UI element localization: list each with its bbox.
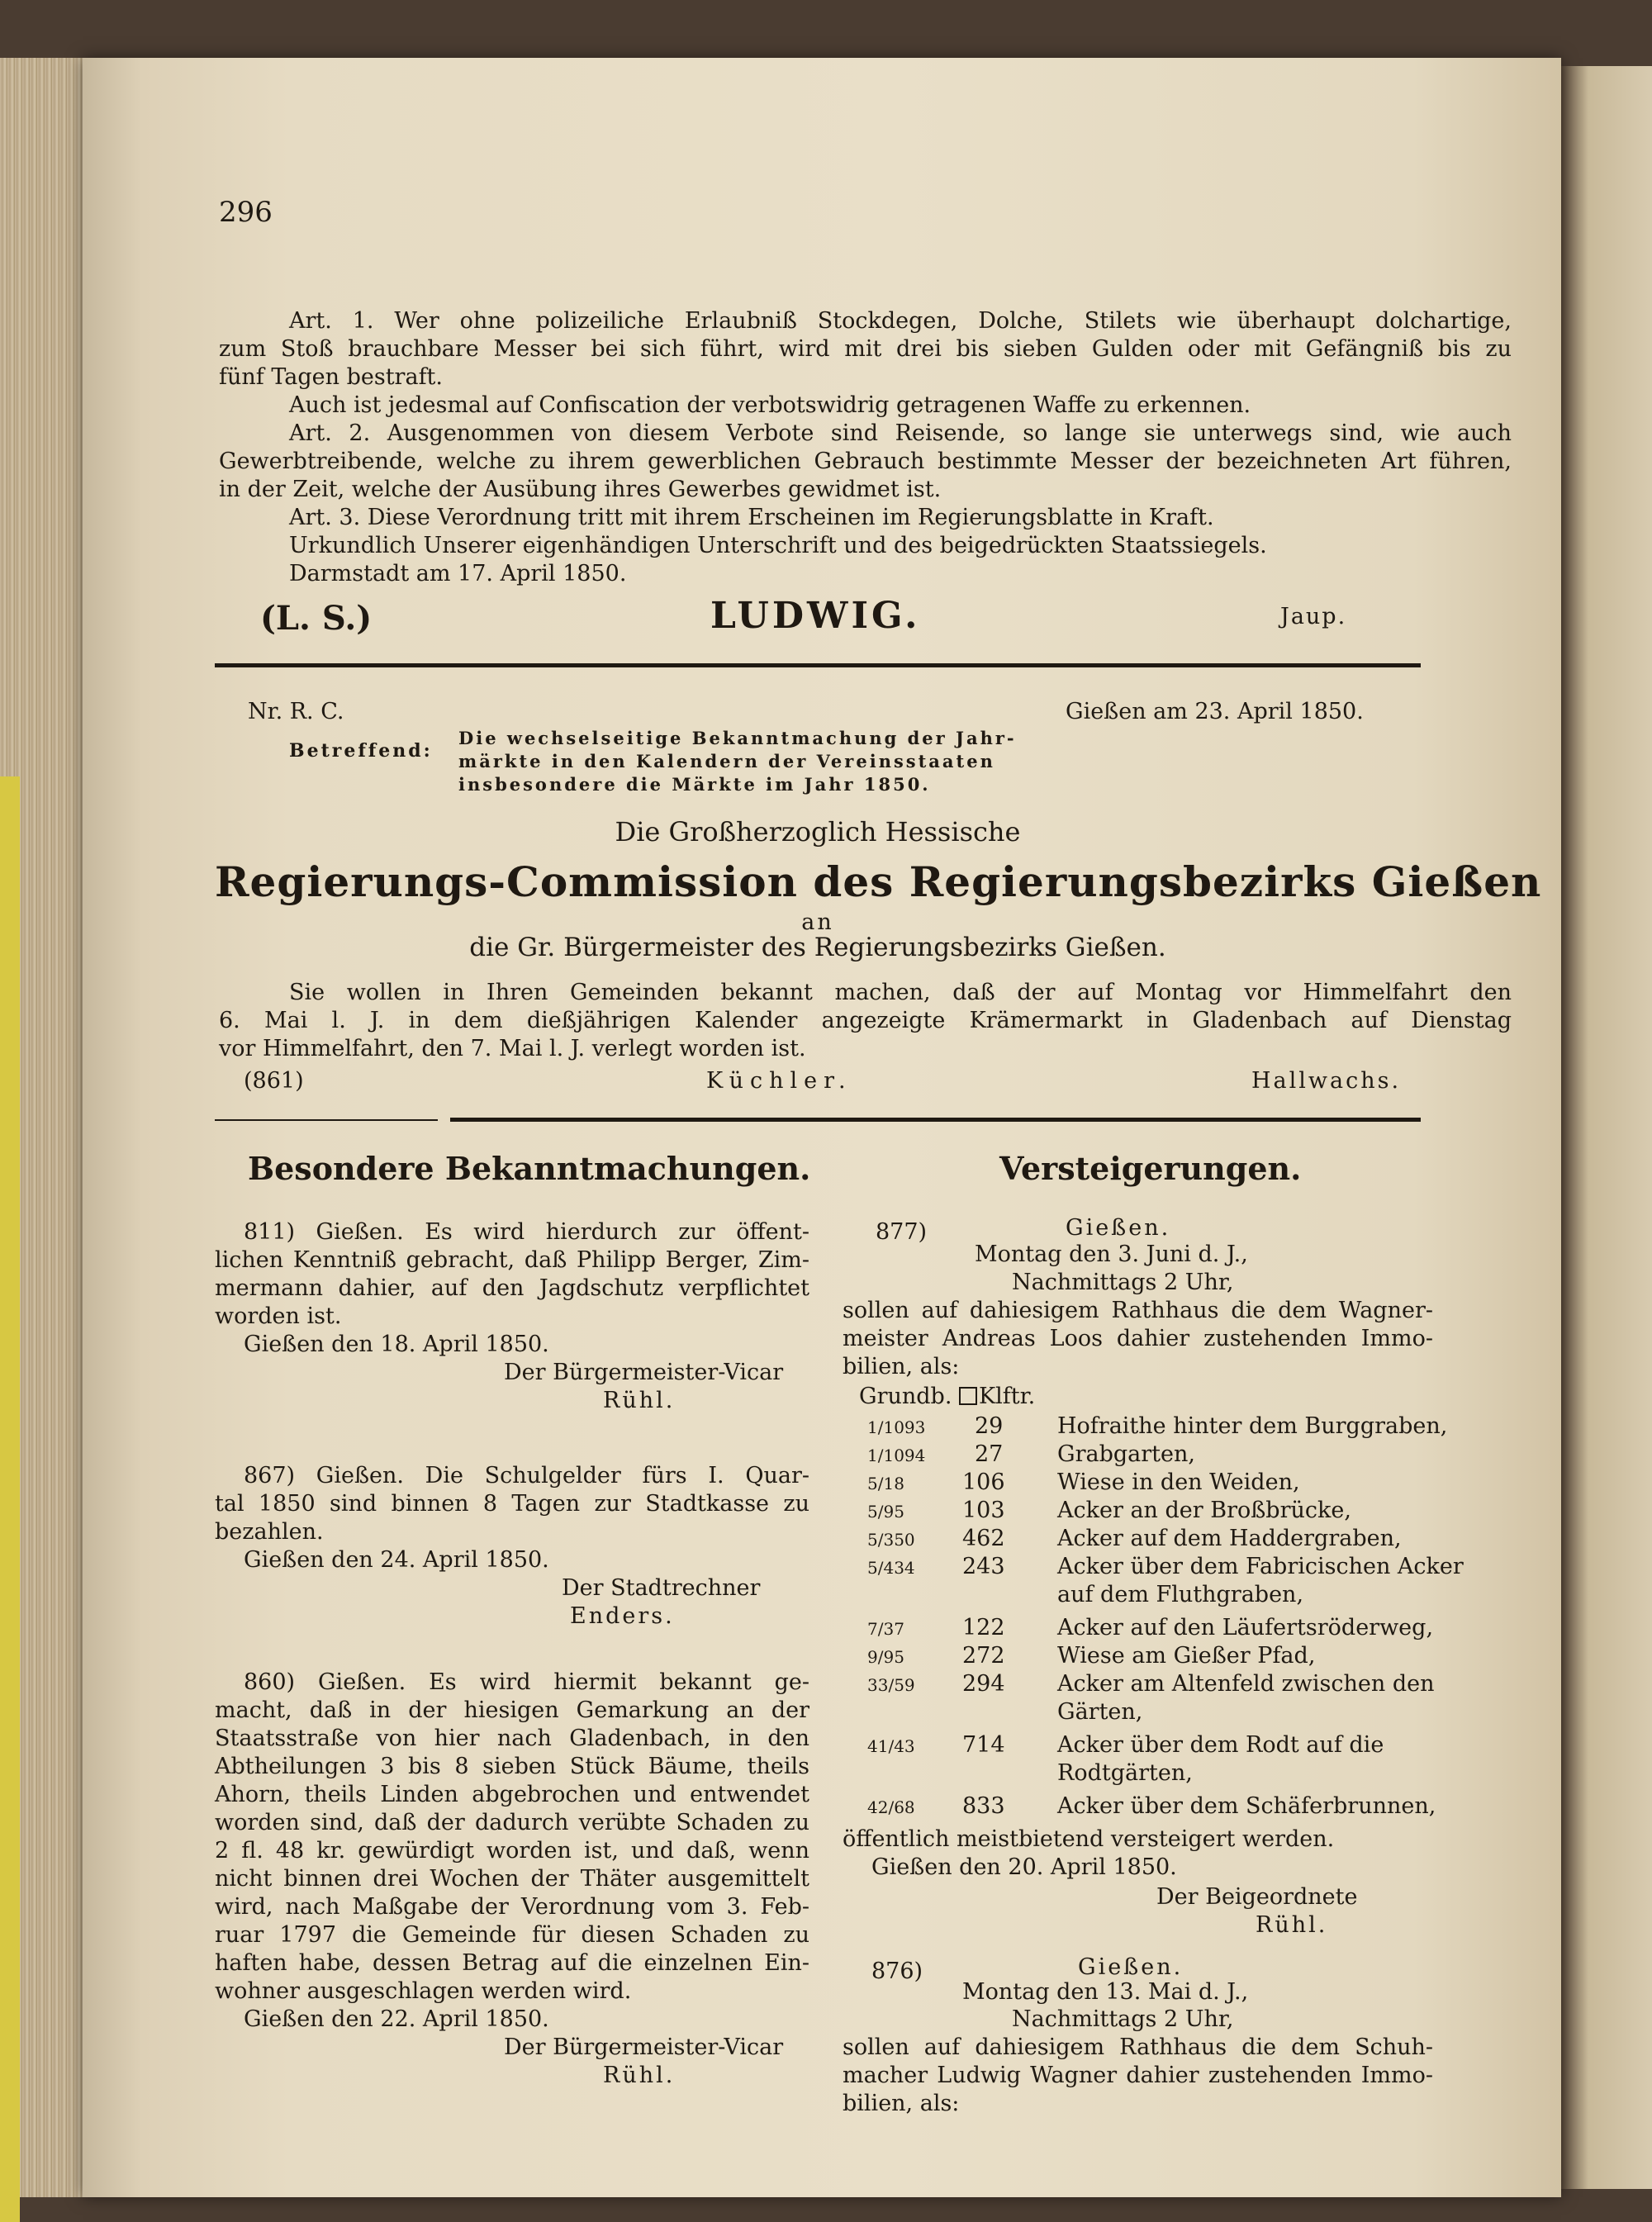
row-size: 294 [962,1671,1005,1697]
notice-body [219,979,1512,1063]
auction-number: 876) [871,1958,923,1984]
announcement-line: nicht binnen drei Wochen der Thäter ausgemittelt [215,1866,809,1892]
announcement-signer-name: Enders. [570,1603,675,1629]
row-parcel: 9/95 [867,1647,904,1667]
table-row [843,1792,1436,1821]
row-description: Acker an der Broßbrücke, [1057,1498,1351,1523]
auction-time: Nachmittags 2 Uhr, [1012,1270,1234,1295]
row-parcel: 1/1094 [867,1446,926,1465]
auction-closing: öffentlich meistbietend versteigert werden. [843,1826,1335,1852]
row-size: 27 [975,1441,1004,1467]
row-description: Wiese am Gießer Pfad, [1057,1643,1316,1669]
decree-line: zum Stoß brauchbare Messer bei sich führt, wird mit drei bis sieben Gulden oder mit Gefängniß bis zu [219,336,1512,362]
announcement-line: bezahlen. [215,1519,324,1545]
row-description: Rodtgärten, [1057,1760,1193,1786]
row-size: 122 [962,1615,1005,1640]
auction-place: Gießen. [1066,1215,1171,1241]
announcement-line: 811) Gießen. Es wird hierdurch zur öffent- [244,1219,809,1245]
row-description: Acker auf den Läufertsröderweg, [1057,1615,1434,1640]
row-parcel: 5/18 [867,1474,904,1493]
row-description: Hofraithe hinter dem Burggraben, [1057,1413,1448,1439]
auction-intro-line: meister Andreas Loos dahier zustehenden Immo- [843,1326,1433,1351]
row-parcel: 33/59 [867,1675,915,1695]
notice-body-line: 6. Mai l. J. in dem dießjährigen Kalender angezeigte Krämermarkt in Gladenbach auf Dienstag [219,1008,1512,1033]
announcement-date: Gießen den 22. April 1850. [244,2006,549,2032]
signature: LUDWIG. [710,595,921,637]
auction-intro-line: macher Ludwig Wagner dahier zustehenden Immo- [843,2063,1433,2088]
auction-date: Gießen den 20. April 1850. [871,1854,1177,1880]
row-parcel: 5/434 [867,1558,915,1578]
announcement-line: Staatsstraße von hier nach Gladenbach, in den [215,1726,809,1751]
auction-intro [843,1297,1433,1381]
notice-body-line: Sie wollen in Ihren Gemeinden bekannt machen, daß der auf Montag vor Himmelfahrt den [289,980,1512,1005]
square-measure-icon [959,1387,977,1405]
announcement-811 [215,1218,809,1415]
announcement-signer-name: Rühl. [603,2063,676,2088]
row-size: 103 [962,1498,1005,1523]
table-row [843,1731,1433,1759]
auction-number: 877) [876,1219,928,1245]
row-parcel: 42/68 [867,1797,915,1817]
table-row [843,1642,1433,1670]
auction-time: Nachmittags 2 Uhr, [1012,2006,1234,2032]
row-size: 106 [962,1469,1005,1495]
row-description: Gärten, [1057,1699,1143,1725]
row-description: Acker über dem Fabricischen Acker [1057,1554,1464,1579]
facing-page-edge [1561,66,1652,2189]
auction-intro [843,2034,1433,2118]
row-description: auf dem Fluthgraben, [1057,1582,1304,1607]
table-row [843,1759,1433,1792]
auction-intro-line: sollen auf dahiesigem Rathhaus die dem Wagner- [843,1298,1433,1323]
decree-line: in der Zeit, welche der Ausübung ihres Gewerbes gewidmet ist. [219,477,942,502]
announcement-line: worden ist. [215,1303,342,1329]
decree-line: Urkundlich Unserer eigenhändigen Unterschrift und des beigedrückten Staatssiegels. [289,533,1267,558]
announcement-signer-title: Der Stadtrechner [562,1575,761,1601]
announcement-line: Abtheilungen 3 bis 8 sieben Stück Bäume, theils [215,1754,809,1779]
announcement-line: ruar 1797 die Gemeinde für diesen Schaden zu [215,1922,809,1948]
subject-text [458,727,1017,796]
announcement-signer-title: Der Bürgermeister-Vicar [504,1360,784,1385]
section-divider-long [450,1118,1421,1122]
announcement-signer-title: Der Bürgermeister-Vicar [504,2034,784,2060]
decree-line: Darmstadt am 17. April 1850. [289,561,627,586]
notice-place-date: Gießen am 23. April 1850. [1066,699,1364,724]
auction-intro-line: bilien, als: [843,2091,960,2116]
auction-signer-title: Der Beigeordnete [1156,1884,1358,1910]
subject-label: Betreffend: [289,740,433,762]
table-row [843,1670,1433,1698]
row-size: 833 [962,1793,1005,1819]
document-page [83,58,1561,2197]
right-column-title: Versteigerungen. [999,1150,1302,1187]
row-description: Wiese in den Weiden, [1057,1469,1300,1495]
notice-number: Nr. R. C. [248,699,344,724]
announcement-signer-name: Rühl. [603,1388,676,1413]
left-column-title: Besondere Bekanntmachungen. [248,1150,811,1187]
decree-line: Gewerbtreibende, welche zu ihrem gewerblichen Gebrauch bestimmte Messer der bezeichneten Art führen, [219,449,1512,474]
countersignature: Jaup. [1280,604,1347,629]
background-yellow-strip [0,776,20,2222]
notice-heading-4: die Gr. Bürgermeister des Regierungsbezirks Gießen. [469,933,1166,962]
announcement-line: macht, daß in der hiesigen Gemarkung an der [215,1697,809,1723]
row-description: Grabgarten, [1057,1441,1195,1467]
row-size: 29 [975,1413,1004,1439]
table-row [843,1698,1433,1731]
notice-signer-2: Hallwachs. [1251,1068,1402,1094]
notice-heading-1: Die Großherzoglich Hessische [615,816,1021,847]
table-row [843,1525,1433,1553]
notice-reference: (861) [244,1068,304,1094]
column-header-klafter: Klftr. [979,1384,1036,1409]
table-row [843,1581,1433,1614]
notice-heading-2: Regierungs-Commission des Regierungsbezirks Gießen [215,857,1542,906]
table-row [843,1469,1433,1497]
row-parcel: 1/1093 [867,1417,926,1437]
notice-heading-3: an [801,909,834,935]
row-parcel: 41/43 [867,1736,915,1756]
auction-intro-line: bilien, als: [843,1354,960,1379]
auction-place: Gießen. [1078,1954,1184,1980]
decree-line: Auch ist jedesmal auf Confiscation der verbotswidrig getragenen Waffe zu erkennen. [289,392,1251,418]
announcement-line: worden sind, daß der dadurch verübte Schaden zu [215,1810,809,1835]
announcement-line: tal 1850 sind binnen 8 Tagen zur Stadtkasse zu [215,1491,809,1517]
row-description: Acker über dem Schäferbrunnen, [1057,1793,1436,1819]
announcement-line: wird, nach Maßgabe der Verordnung vom 3. Feb- [215,1894,809,1920]
row-parcel: 5/95 [867,1502,904,1522]
auction-day: Montag den 3. Juni d. J., [975,1242,1248,1267]
announcement-date: Gießen den 24. April 1850. [244,1547,549,1573]
section-divider-short [215,1119,438,1121]
row-size: 714 [962,1732,1005,1758]
announcement-line: 867) Gießen. Die Schulgelder fürs I. Quar- [244,1463,809,1488]
decree-text [219,307,1512,588]
announcement-date: Gießen den 18. April 1850. [244,1332,549,1357]
announcement-line: wohner ausgeschlagen werden wird. [215,1978,632,2004]
subject-line: insbesondere die Märkte im Jahr 1850. [458,774,931,795]
announcement-line: lichen Kenntniß gebracht, daß Philipp Berger, Zim- [215,1247,809,1273]
auction-signer-name: Rühl. [1256,1912,1328,1938]
decree-line: Art. 3. Diese Verordnung tritt mit ihrem Erscheinen im Regierungsblatte in Kraft. [289,505,1214,530]
announcement-line: 2 fl. 48 kr. gewürdigt worden ist, und daß, wenn [215,1838,809,1864]
decree-line: Art. 1. Wer ohne polizeiliche Erlaubniß Stockdegen, Dolche, Stilets wie überhaupt dolchartige, [289,308,1512,334]
announcement-867 [215,1462,809,1631]
property-table [843,1412,1464,1821]
row-parcel: 5/350 [867,1530,915,1550]
row-description: Acker am Altenfeld zwischen den [1057,1671,1435,1697]
table-row [843,1497,1433,1525]
announcement-line: Ahorn, theils Linden abgebrochen und entwendet [215,1782,809,1807]
table-row [843,1441,1433,1469]
subject-line: märkte in den Kalendern der Vereinsstaaten [458,751,995,772]
announcement-line: 860) Gießen. Es wird hiermit bekannt ge- [244,1669,809,1695]
row-parcel: 7/37 [867,1619,904,1639]
section-divider [215,663,1421,667]
notice-body-line: vor Himmelfahrt, den 7. Mai l. J. verlegt worden ist. [219,1036,806,1061]
table-row [843,1412,1448,1441]
announcement-line: mermann dahier, auf den Jagdschutz verpflichtet [215,1275,809,1301]
auction-intro-line: sollen auf dahiesigem Rathhaus die dem Schuh- [843,2034,1433,2060]
decree-line: fünf Tagen bestraft. [219,364,443,390]
property-table-header [859,1383,1035,1411]
announcement-860 [215,1669,809,2090]
table-row [843,1614,1433,1642]
page-number: 296 [219,196,273,229]
row-size: 272 [962,1643,1005,1669]
table-row [843,1553,1464,1581]
auction-day: Montag den 13. Mai d. J., [962,1979,1249,2005]
row-size: 462 [962,1526,1005,1551]
decree-line: Art. 2. Ausgenommen von diesem Verbote sind Reisende, so lange sie unterwegs sind, wie auch [289,420,1512,446]
row-description: Acker auf dem Haddergraben, [1057,1526,1402,1551]
notice-signer-1: Küchler. [706,1068,852,1094]
seal-mark: (L. S.) [260,599,373,638]
announcement-line: haften habe, dessen Betrag auf die einzelnen Ein- [215,1950,809,1976]
row-size: 243 [962,1554,1005,1579]
row-description: Acker über dem Rodt auf die [1057,1732,1384,1758]
column-header-grundbuch: Grundb. [859,1384,952,1409]
subject-line: Die wechselseitige Bekanntmachung der Jahr- [458,728,1017,748]
